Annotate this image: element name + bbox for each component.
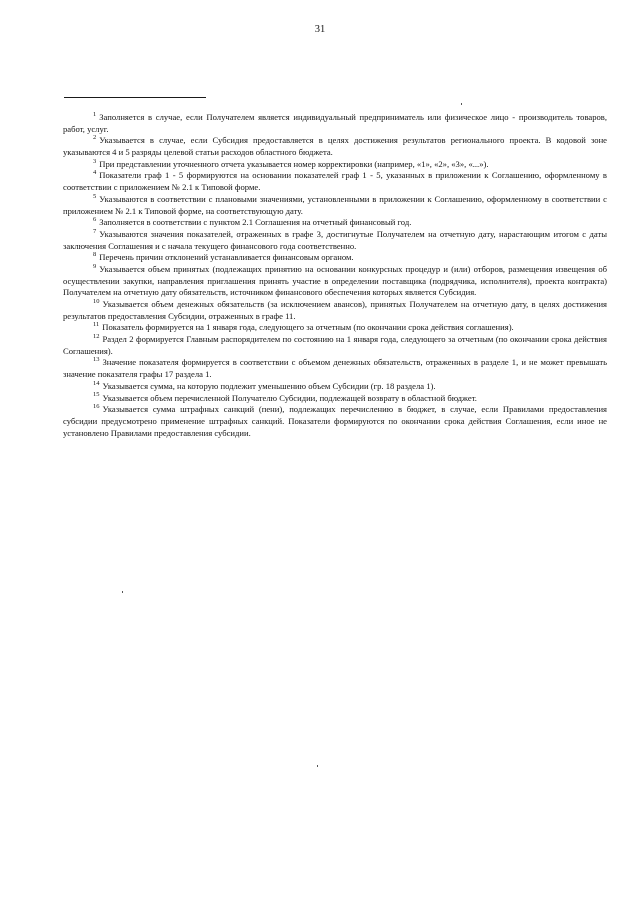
footnote-1 <box>63 112 607 135</box>
footnote-text: Указывается сумма штрафных санкций (пени), подлежащих перечислению в бюджет, в случае, если Правилами предоставления субсидии предусмотрено применение штрафных санкций. Показатели формируются по окончании срока действия Соглашения, если иное не установлено Правилами предоставления субсидии. <box>63 404 607 438</box>
footnote-mark: 12 <box>93 332 100 340</box>
footnote-mark: 7 <box>93 227 97 235</box>
footnote-text: Указывается объем денежных обязательств (за исключением авансов), принятых Получателем на отчетную дату, в целях достижения результатов предоставления Субсидии, отраженных в графе 11. <box>63 299 607 321</box>
footnote-mark: 15 <box>93 391 100 399</box>
page-number: 31 <box>314 24 326 35</box>
footnote-4 <box>63 170 607 193</box>
footnote-text: При представлении уточненного отчета указывается номер корректировки (например, «1», «2», «3», «...»). <box>99 158 489 169</box>
footnote-mark: 11 <box>93 321 100 329</box>
footnote-7 <box>63 229 607 252</box>
footnote-text: Указывается сумма, на которую подлежит уменьшению объем Субсидии (гр. 18 раздела 1). <box>102 380 436 391</box>
footnote-text: Заполняется в соответствии с пунктом 2.1 Соглашения на отчетный финансовый год. <box>99 217 412 228</box>
footnote-mark: 3 <box>93 157 97 165</box>
footnote-mark: 13 <box>93 356 100 364</box>
footnote-2 <box>63 135 607 158</box>
footnote-text: Указываются значения показателей, отраженных в графе 3, достигнутые Получателем на отчетную дату, нарастающим итогом с даты заключения Соглашения и с начала текущего финансового года соответственно. <box>63 228 607 251</box>
footnote-mark: 4 <box>93 169 97 177</box>
footnote-9 <box>63 264 607 299</box>
footnote-text: Указывается в случае, если Субсидия предоставляется в целях достижения результатов регионального проекта. В кодовой зоне указываются 4 и 5 разряды целевой статьи расходов областного бюджета. <box>63 135 607 158</box>
footnote-mark: 16 <box>93 402 100 410</box>
footnote-text: Раздел 2 формируется Главным распорядителем по состоянию на 1 января года, следующего за отчетным (по окончании срока действия Соглашения). <box>63 334 607 356</box>
footnote-mark: 10 <box>93 297 100 305</box>
footnote-13 <box>63 357 607 380</box>
footnote-mark: 8 <box>93 251 97 259</box>
footnote-16 <box>63 404 607 439</box>
footnote-12 <box>63 334 607 357</box>
footnote-11 <box>63 322 607 334</box>
footnote-mark: 14 <box>93 379 100 387</box>
footnote-15 <box>63 393 607 405</box>
footnote-text: Указываются в соответствии с плановыми значениями, установленными в приложении к Соглашению, оформленному в соответствии с приложением № 2.1 к Типовой форме, на соответствующую дату. <box>63 193 607 216</box>
scan-speck <box>317 765 318 767</box>
footnote-mark: 1 <box>93 110 97 118</box>
footnote-8 <box>63 252 607 264</box>
footnote-text: Указывается объем принятых (подлежащих принятию на основании конкурсных процедур и (или) отборов, размещения извещения об осуществлении закупки, направления приглашения принять участие в определении поставщика (подрядчика, исполнителя), проекта контракта) Получателем на отчетную дату обязательств, источником финансового обеспечения которых является Субсидия. <box>63 263 607 298</box>
scan-speck <box>122 591 123 593</box>
footnote-3 <box>63 159 607 171</box>
footnote-mark: 2 <box>93 134 97 142</box>
footnote-separator <box>64 97 206 98</box>
footnote-text: Заполняется в случае, если Получателем является индивидуальный предприниматель или физическое лицо - производитель товаров, работ, услуг. <box>63 112 607 134</box>
footnote-10 <box>63 299 607 322</box>
footnote-mark: 5 <box>93 192 97 200</box>
footnote-mark: 9 <box>93 262 97 270</box>
footnote-text: Указывается объем перечисленной Получателю Субсидии, подлежащей возврату в областной бюджет. <box>102 392 477 403</box>
footnote-14 <box>63 381 607 393</box>
footnote-text: Перечень причин отклонений устанавливается финансовым органом. <box>99 252 354 263</box>
footnote-5 <box>63 194 607 217</box>
footnote-text: Показатель формируется на 1 января года, следующего за отчетным (по окончании срока действия соглашения). <box>102 322 514 333</box>
scan-speck <box>461 103 462 105</box>
footnote-6 <box>63 217 607 229</box>
footnote-text: Значение показателя формируется в соответствии с объемом денежных обязательств, отраженных в разделе 1, и не может превышать значение показателя графы 17 раздела 1. <box>63 357 607 380</box>
footnote-text: Показатели граф 1 - 5 формируются на основании показателей граф 1 - 5, указанных в приложении к Соглашению, оформленному в соответствии с приложением № 2.1 к Типовой форме. <box>63 170 607 193</box>
footnotes-section <box>63 112 607 439</box>
footnote-mark: 6 <box>93 215 97 223</box>
